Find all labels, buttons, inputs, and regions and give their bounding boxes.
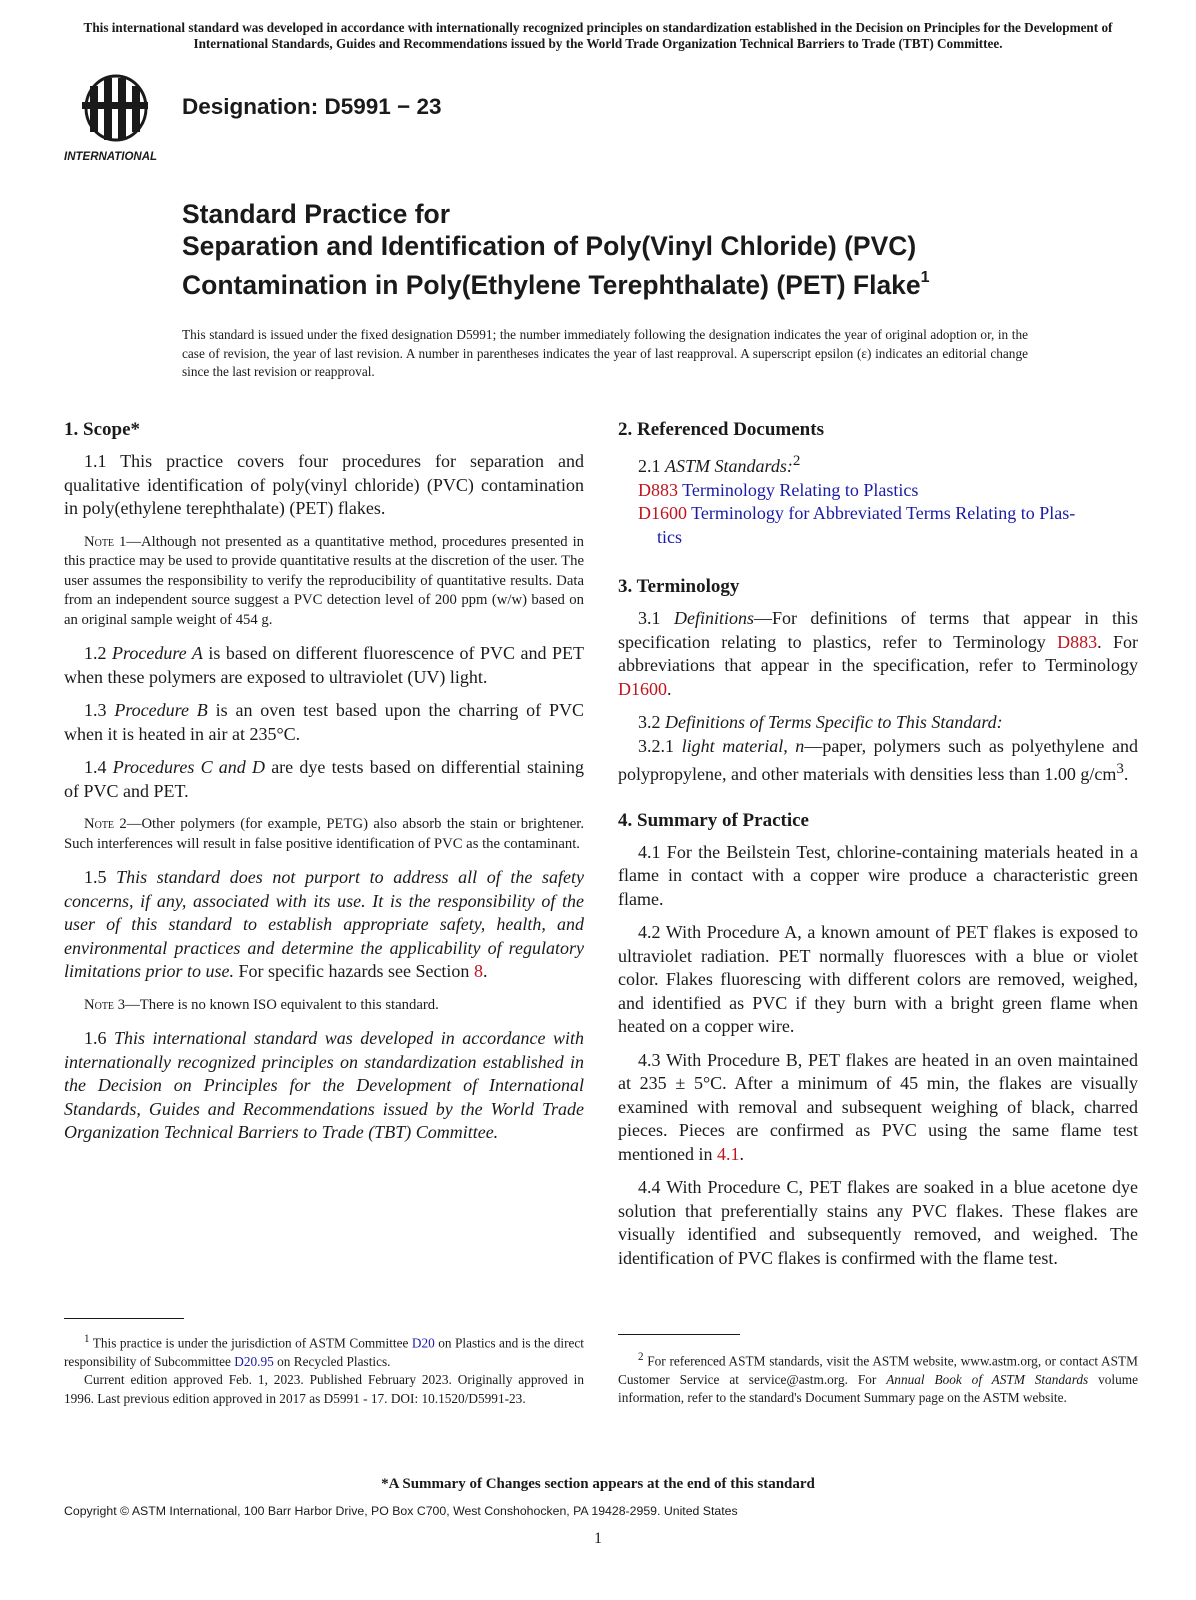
d20-link[interactable]: D20 [411, 1335, 435, 1351]
top-notice: This international standard was developed in accordance with internationally recognized principles on standardization established in the Decision on Principles for the Development of International Standards, Guides and Recommendations issued by the World Trade Organization Technical Barriers to Trade (TBT) Committee. [83, 20, 1113, 51]
logo-subtext: INTERNATIONAL [64, 151, 158, 163]
para-4-3: 4.3 With Procedure B, PET flakes are heated in an oven maintained at 235 ± 5°C. After a minimum of 45 min, the flakes are visually examined with removal and subsequent weighing of black, charred pieces. Pieces are confirmed as PVC using the same flame test mentioned in 4.1. [618, 1049, 1138, 1164]
section-1-heading: 1. Scope* [64, 419, 140, 440]
right-column [618, 418, 1138, 1280]
para-1-1: 1.1 This practice covers four procedures for separation and qualitative identification of poly(vinyl chloride) (PVC) contamination in poly(ethylene terephthalate) (PET) flakes. [64, 451, 584, 518]
title-line-2: Separation and Identification of Poly(Vinyl Chloride) (PVC) [182, 231, 917, 261]
title-line-3: Contamination in Poly(Ethylene Terephthalate) (PET) Flake$^1$ [182, 269, 930, 300]
document-title [182, 198, 1082, 301]
section-2-heading: 2. Referenced Documents [618, 419, 824, 440]
ref-d1600-code[interactable]: D1600 [638, 503, 687, 523]
note-2: Note 2—Other polymers (for example, PETG) also absorb the stain or brightener. Such interferences will result in false positive identification of PVC as the contaminant. [64, 816, 585, 852]
footnote-1: $^1$ This practice is under the jurisdiction of ASTM Committee D20 on Plastics and is the direct responsibility of Subcommittee D20.95 on Recycled Plastics. Current edition approved Feb. 1, 2023. Published February 2023. Originally approved in 1996. Last previous edition approved in 2017 as D5991 - 17. DOI: 10.1520/D5991-23. [64, 1333, 584, 1406]
copyright: Copyright © ASTM International, 100 Barr Harbor Drive, PO Box C700, West Conshohocken, PA 19428-2959. United States [64, 1504, 738, 1518]
section-4-1-link[interactable]: 4.1 [716, 1143, 740, 1164]
para-3-2-1: 3.2.1 light material, n—paper, polymers such as polyethylene and polypropylene, and other materials with densities less than 1.00 $g/cm^3$. [618, 735, 1139, 784]
d1600-link[interactable]: D1600 [618, 678, 667, 699]
para-4-4: 4.4 With Procedure C, PET flakes are soaked in a blue acetone dye solution that preferentially stains any PVC flakes. These flakes are visually identified and subsequently removed, and weighed. The identification of PVC flakes is confirmed with the flame test. [618, 1177, 1138, 1268]
summary-of-changes-note: *A Summary of Changes section appears at the end of this standard [381, 1476, 815, 1492]
para-1-3: 1.3 Procedure B is an oven test based upon the charring of PVC when it is heated in air at 235°C. [64, 700, 584, 744]
para-4-1: 4.1 For the Beilstein Test, chlorine-containing materials heated in a flame in contact with a copper wire produce a characteristic green flame. [618, 841, 1138, 909]
para-1-4: 1.4 Procedures C and D are dye tests based on differential staining of PVC and PET. [64, 757, 584, 801]
title-footnote-mark: 1 [920, 269, 930, 286]
note-3: Note 3—There is no known ISO equivalent to this standard. [84, 996, 439, 1013]
ref-d883-title[interactable]: Terminology Relating to Plastics [678, 479, 919, 500]
ref-d883-code[interactable]: D883 [638, 479, 678, 500]
title-line-1: Standard Practice for [182, 199, 451, 229]
d883-link[interactable]: D883 [1057, 631, 1098, 652]
para-1-2: 1.2 Procedure A is based on different fluorescence of PVC and PET when these polymers are exposed to ultraviolet (UV) light. [64, 643, 585, 687]
d20-95-link[interactable]: D20.95 [234, 1353, 274, 1369]
section-4-heading: 4. Summary of Practice [618, 809, 809, 831]
para-4-2: 4.2 With Procedure A, a known amount of PET flakes is exposed to ultraviolet radiation. PET normally fluoresces with a blue or violet color. Flakes fluorescing with different colors are removed, weighed, and identified as PVC if they burn with a bright green flame when heated on a copper wire. [618, 922, 1138, 1036]
ref-d1600[interactable] [618, 502, 1138, 526]
ref-d1600-title[interactable]: Terminology for Abbreviated Terms Relating to Plas- [687, 503, 1076, 523]
ref-d883[interactable] [618, 479, 1138, 503]
para-3-1: 3.1 Definitions—For definitions of terms that appear in this specification relating to plastics, refer to Terminology D883. For abbreviations that appear in the specification, refer to Terminology D1600. [618, 608, 1138, 699]
ref-d1600-cont[interactable]: tics [657, 526, 682, 547]
para-1-6: 1.6 This international standard was developed in accordance with internationally recognized principles on standardization established in the Decision on Principles for the Development of International Standards, Guides and Recommendations issued by the World Trade Organization Technical Barriers to Trade (TBT) Committee. [64, 1028, 584, 1142]
footnote-rule-left [64, 1318, 184, 1319]
page-number: 1 [594, 1530, 602, 1547]
astm-logo [62, 68, 172, 166]
designation: Designation: D5991 − 23 [182, 94, 442, 119]
para-1-5: 1.5 This standard does not purport to address all of the safety concerns, if any, associated with its use. It is the responsibility of the user of this standard to establish appropriate safety, health, and environmental practices and determine the applicability of regulatory limitations prior to use. For specific hazards see Section 8. [64, 867, 584, 981]
section-3-heading: 3. Terminology [618, 576, 740, 597]
para-2-1: 2.1 ASTM Standards:$^2$ [638, 453, 801, 476]
section-8-link[interactable]: 8 [473, 961, 483, 981]
left-column [64, 418, 584, 1155]
issuance-statement: This standard is issued under the fixed designation D5991; the number immediately following the designation indicates the year of original adoption or, in the case of revision, the year of last revision. A number in parentheses indicates the year of last reapproval. A superscript epsilon (ε) indicates an editorial change since the last revision or reapproval. [182, 327, 1028, 379]
footnote-2: $^2$ For referenced ASTM standards, visit the ASTM website, www.astm.org, or contact ASTM Customer Service at service@astm.org. For Annual Book of ASTM Standards volume information, refer to the standard's Document Summary page on the ASTM website. [618, 1351, 1138, 1406]
footnote-rule-right [618, 1334, 740, 1335]
para-3-2: 3.2 Definitions of Terms Specific to This Standard: [638, 712, 1003, 732]
note-1: Note 1—Although not presented as a quantitative method, procedures presented in this practice may be used to provide quantitative results at the discretion of the user. The user assumes the responsibility to verify the reproducibility of quantitative results. Data from an independent source suggest a PVC detection level of 200 ppm (w/w) based on an original sample weight of 454 g. [64, 533, 585, 628]
